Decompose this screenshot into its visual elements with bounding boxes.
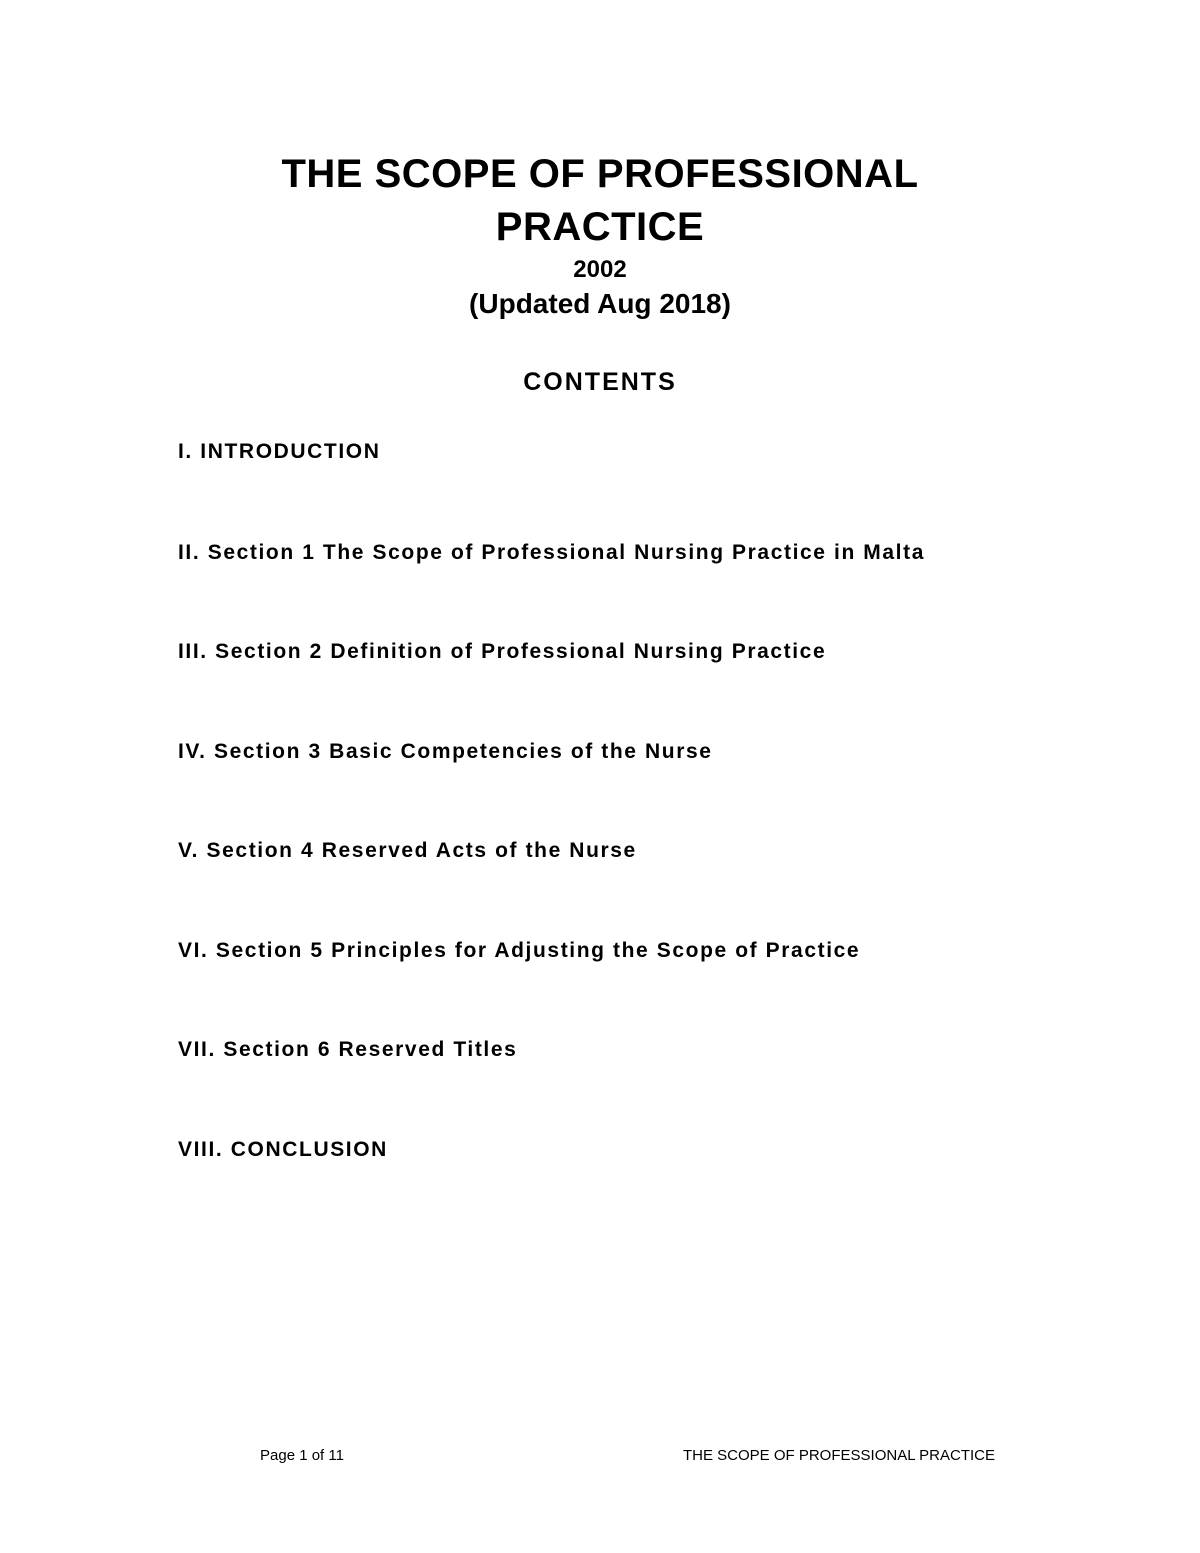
toc-item-section-1: II. Section 1 The Scope of Professional Nursing Practice in Malta bbox=[178, 541, 925, 564]
toc-item-section-3: IV. Section 3 Basic Competencies of the Nurse bbox=[178, 740, 713, 763]
toc-item-section-6: VII. Section 6 Reserved Titles bbox=[178, 1038, 518, 1061]
toc-item-section-4: V. Section 4 Reserved Acts of the Nurse bbox=[178, 839, 637, 862]
toc-item-introduction: I. INTRODUCTION bbox=[178, 440, 381, 463]
toc-item-section-2: III. Section 2 Definition of Professional Nursing Practice bbox=[178, 640, 827, 663]
toc-item-conclusion: VIII. CONCLUSION bbox=[178, 1138, 388, 1161]
footer-document-title: THE SCOPE OF PROFESSIONAL PRACTICE bbox=[683, 1447, 995, 1464]
document-updated-note: (Updated Aug 2018) bbox=[469, 288, 731, 319]
contents-heading: CONTENTS bbox=[523, 368, 677, 396]
footer-page-number: Page 1 of 11 bbox=[260, 1447, 344, 1464]
document-year: 2002 bbox=[573, 256, 627, 283]
document-title-line-2: PRACTICE bbox=[495, 205, 705, 249]
document-title-line-1: THE SCOPE OF PROFESSIONAL bbox=[281, 152, 919, 196]
toc-item-section-5: VI. Section 5 Principles for Adjusting the Scope of Practice bbox=[178, 939, 861, 962]
